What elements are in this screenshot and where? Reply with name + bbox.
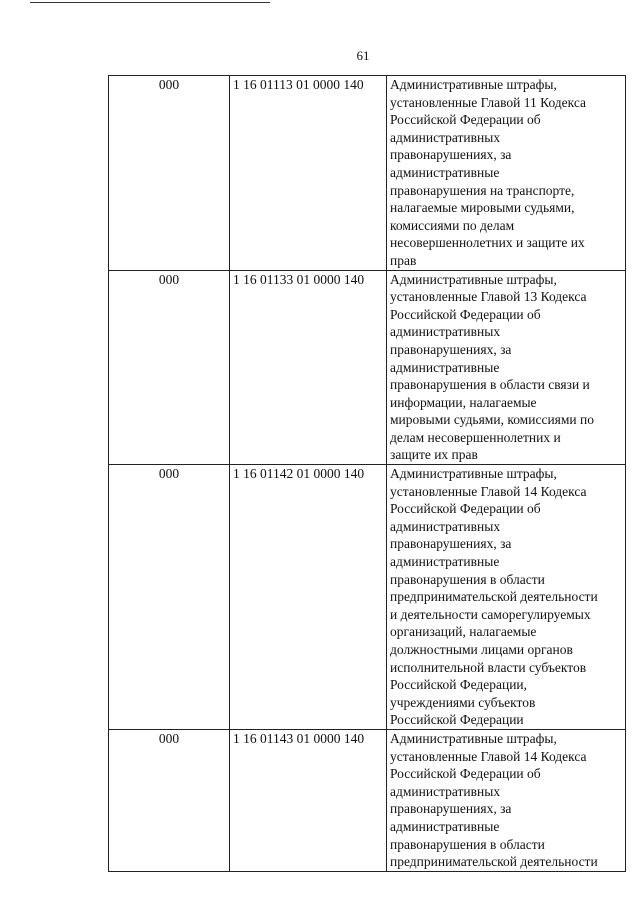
revenue-name-line: установленные Главой 14 Кодекса xyxy=(390,748,587,764)
revenue-name-line: Российской Федерации об xyxy=(390,112,541,128)
budget-codes-table xyxy=(108,75,626,872)
revenue-name-cell xyxy=(387,270,626,465)
revenue-name-line: административные xyxy=(390,359,500,375)
table-row xyxy=(109,465,626,730)
revenue-name-line: правонарушения на транспорте, xyxy=(390,182,575,198)
revenue-name-line: установленные Главой 13 Кодекса xyxy=(390,289,587,305)
revenue-name-line: Российской Федерации, xyxy=(390,677,528,693)
revenue-name-line: правонарушениях, за xyxy=(390,536,512,552)
revenue-name-line: организаций, налагаемые xyxy=(390,624,537,640)
revenue-name-cell xyxy=(387,465,626,730)
revenue-name-line: предпринимательской деятельности xyxy=(390,589,598,605)
page-number: 61 xyxy=(356,48,370,63)
budget-classification-code-cell: 1 16 01113 01 0000 140 xyxy=(230,76,387,271)
admin-code-cell: 000 xyxy=(109,729,230,871)
revenue-name-cell xyxy=(387,76,626,271)
revenue-name-line: административных xyxy=(390,129,501,145)
revenue-name-line: административных xyxy=(390,324,501,340)
table-row xyxy=(109,729,626,871)
revenue-name-line: налагаемые мировыми судьями, xyxy=(390,200,575,216)
revenue-name-line: правонарушениях, за xyxy=(390,801,512,817)
revenue-name-line: защите их прав xyxy=(390,447,478,463)
revenue-name-line: административных xyxy=(390,783,501,799)
revenue-name-line: правонарушения в области xyxy=(390,571,545,587)
revenue-name-line: учреждениями субъектов xyxy=(390,694,536,710)
revenue-name-line: правонарушения в области xyxy=(390,836,545,852)
revenue-name-line: административных xyxy=(390,518,501,534)
budget-classification-code-cell: 1 16 01143 01 0000 140 xyxy=(230,729,387,871)
revenue-name-line: правонарушениях, за xyxy=(390,341,512,357)
revenue-name-line: установленные Главой 14 Кодекса xyxy=(390,483,587,499)
revenue-name-line: Административные штрафы, xyxy=(390,77,557,92)
revenue-name-line: установленные Главой 11 Кодекса xyxy=(390,94,587,110)
table-row xyxy=(109,76,626,271)
table-row xyxy=(109,270,626,465)
revenue-name-line: мировыми судьями, комиссиями по xyxy=(390,412,594,428)
revenue-name-line: Административные штрафы, xyxy=(390,730,557,746)
admin-code-cell: 000 xyxy=(109,76,230,271)
table-body xyxy=(109,76,626,872)
revenue-name-line: предпринимательской деятельности xyxy=(390,854,598,870)
revenue-name-line: прав xyxy=(390,252,417,268)
header-rule xyxy=(30,2,270,3)
revenue-name-line: Российской Федерации об xyxy=(390,501,541,517)
revenue-name-line: правонарушениях, за xyxy=(390,147,512,163)
admin-code-cell: 000 xyxy=(109,270,230,465)
revenue-name-line: Российской Федерации об xyxy=(390,766,541,782)
revenue-name-line: информации, налагаемые xyxy=(390,394,537,410)
revenue-name-line: и деятельности саморегулируемых xyxy=(390,606,591,622)
revenue-name-line: Российской Федерации xyxy=(390,712,524,728)
revenue-name-line: правонарушения в области связи и xyxy=(390,377,590,393)
revenue-name-line: комиссиями по делам xyxy=(390,217,515,233)
revenue-name-line: административные xyxy=(390,164,500,180)
revenue-name-line: административные xyxy=(390,818,500,834)
revenue-name-line: исполнительной власти субъектов xyxy=(390,659,587,675)
revenue-name-line: Административные штрафы, xyxy=(390,271,557,287)
revenue-name-line: административные xyxy=(390,554,500,570)
revenue-name-line: Российской Федерации об xyxy=(390,306,541,322)
revenue-name-line: несовершеннолетних и защите их xyxy=(390,235,585,251)
revenue-name-cell xyxy=(387,729,626,871)
budget-classification-code-cell: 1 16 01142 01 0000 140 xyxy=(230,465,387,730)
admin-code-cell: 000 xyxy=(109,465,230,730)
revenue-name-line: должностными лицами органов xyxy=(390,642,573,657)
budget-classification-code-cell: 1 16 01133 01 0000 140 xyxy=(230,270,387,465)
revenue-name-line: делам несовершеннолетних и xyxy=(390,429,561,445)
revenue-name-line: Административные штрафы, xyxy=(390,466,557,482)
